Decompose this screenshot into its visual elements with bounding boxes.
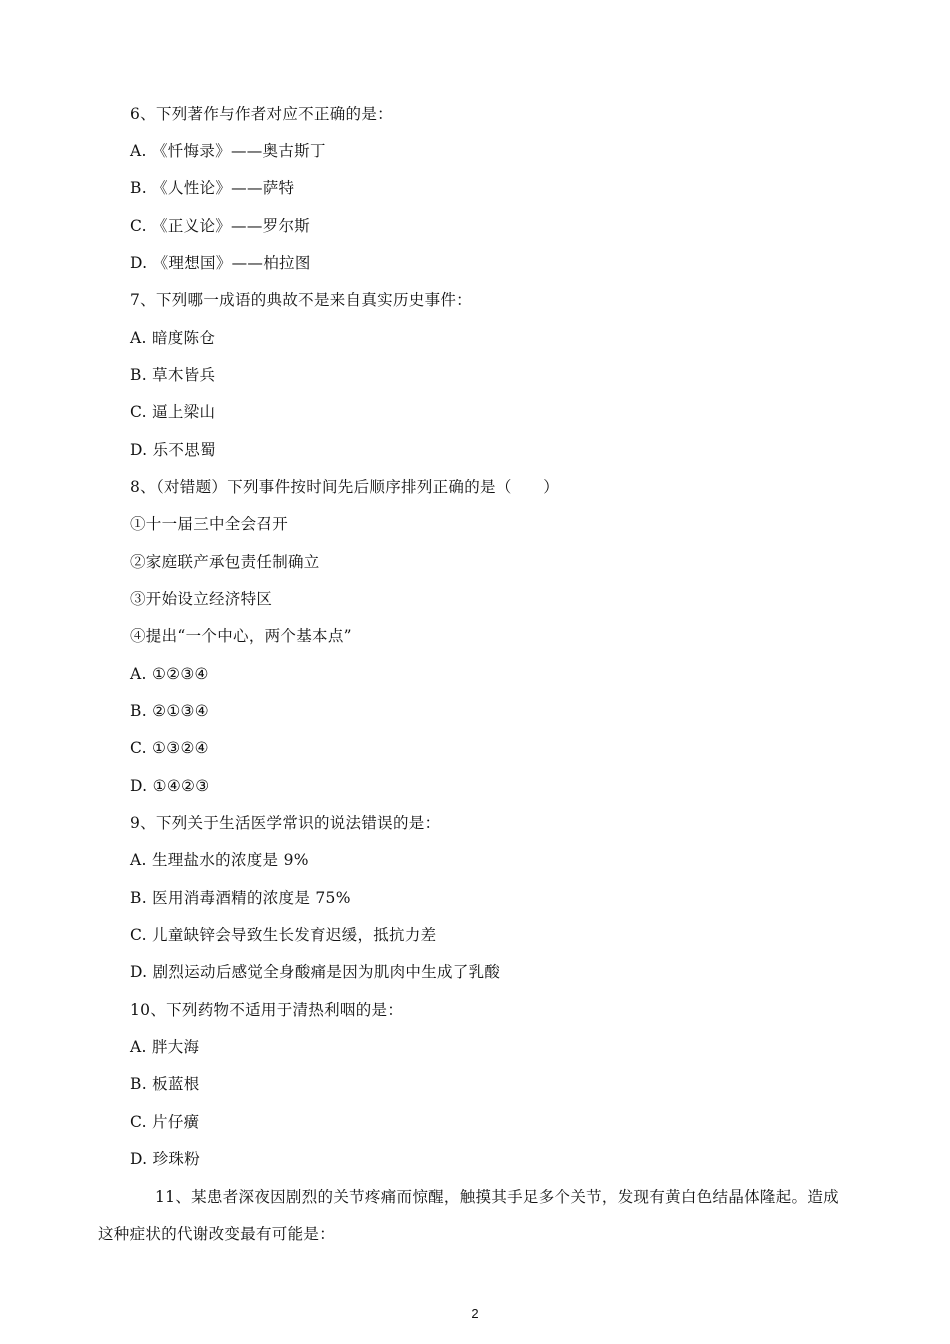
question-8-option-d: D. ①④②③ [130, 777, 210, 795]
question-8-item-4: ④提出“一个中心，两个基本点” [130, 627, 352, 645]
question-10-option-a: A. 胖大海 [130, 1038, 200, 1056]
question-8-option-a: A. ①②③④ [130, 665, 209, 683]
question-8-item-3: ③开始设立经济特区 [130, 590, 273, 608]
question-7-option-a: A. 暗度陈仓 [130, 329, 216, 347]
question-9-option-d: D. 剧烈运动后感觉全身酸痛是因为肌肉中生成了乳酸 [130, 963, 501, 981]
question-7-option-b: B. 草木皆兵 [130, 366, 216, 384]
question-10-option-d: D. 珍珠粉 [130, 1150, 201, 1168]
question-8-stem: 8、（对错题）下列事件按时间先后顺序排列正确的是（ ） [130, 478, 560, 496]
question-7-option-c: C. 逼上梁山 [130, 403, 216, 421]
question-6-option-a: A. 《忏悔录》——奥古斯丁 [130, 142, 326, 160]
question-8-option-b: B. ②①③④ [130, 702, 209, 720]
question-6-option-c: C. 《正义论》——罗尔斯 [130, 217, 311, 235]
question-9-stem: 9、下列关于生活医学常识的说法错误的是： [130, 814, 441, 832]
question-11-stem-line-1: 11、某患者深夜因剧烈的关节疼痛而惊醒，触摸其手足多个关节，发现有黄白色结晶体隆起。造成 [155, 1188, 839, 1206]
question-9-option-a: A. 生理盐水的浓度是 9% [130, 851, 309, 869]
question-6-option-b: B. 《人性论》——萨特 [130, 179, 295, 197]
question-7-stem: 7、下列哪一成语的典故不是来自真实历史事件： [130, 291, 472, 309]
question-10-option-c: C. 片仔癀 [130, 1113, 200, 1131]
question-10-stem: 10、下列药物不适用于清热利咽的是： [130, 1001, 404, 1019]
question-9-option-b: B. 医用消毒酒精的浓度是 75% [130, 889, 351, 907]
question-7-option-d: D. 乐不思蜀 [130, 441, 216, 459]
question-8-item-1: ①十一届三中全会召开 [130, 515, 289, 533]
question-11-stem-line-2: 这种症状的代谢改变最有可能是： [98, 1225, 336, 1243]
question-8-option-c: C. ①③②④ [130, 739, 209, 757]
question-8-item-2: ②家庭联产承包责任制确立 [130, 553, 320, 571]
question-6-option-d: D. 《理想国》——柏拉图 [130, 254, 311, 272]
question-9-option-c: C. 儿童缺锌会导致生长发育迟缓，抵抗力差 [130, 926, 437, 944]
question-10-option-b: B. 板蓝根 [130, 1075, 200, 1093]
question-6-stem: 6、下列著作与作者对应不正确的是： [130, 105, 393, 123]
page-number: 2 [471, 1306, 479, 1321]
